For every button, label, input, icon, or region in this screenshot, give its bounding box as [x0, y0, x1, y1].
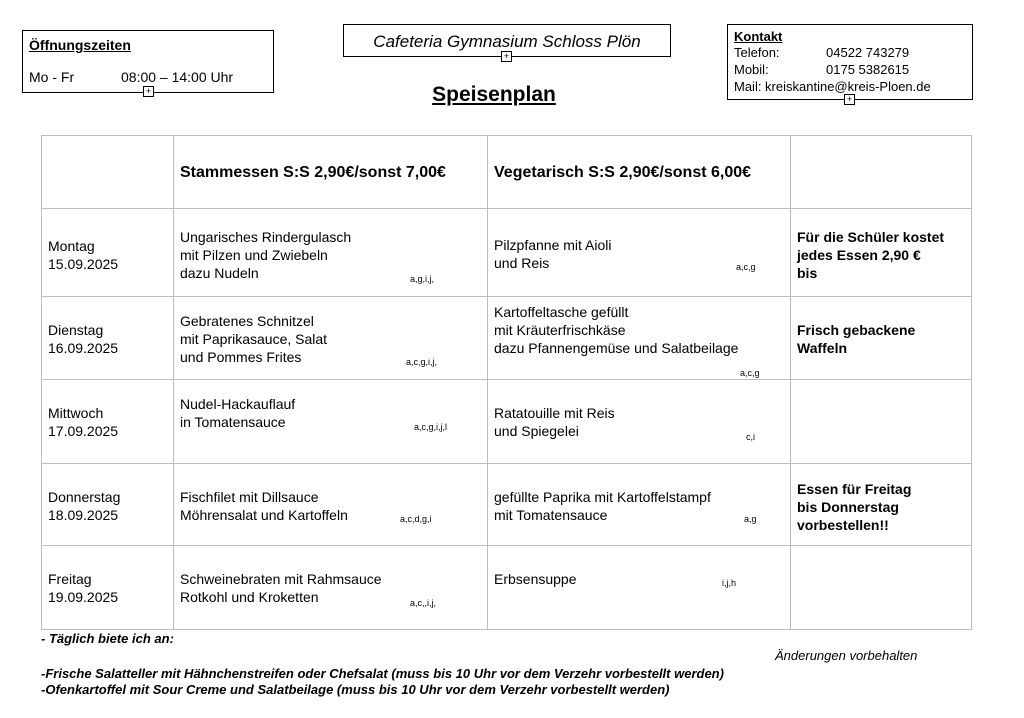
day-cell: [42, 209, 174, 297]
allergen-codes: a,c,d,g,i: [400, 514, 432, 524]
phone-label: Telefon:: [734, 45, 780, 60]
stammessen-dish: Schweinebraten mit Rahmsauce Rotkohl und Kroketten: [180, 571, 382, 605]
cafeteria-title: Cafeteria Gymnasium Schloss Plön: [373, 32, 641, 51]
stammessen-cell: [174, 380, 488, 464]
stammessen-dish: Ungarisches Rindergulasch mit Pilzen und Zwiebeln dazu Nudeln: [180, 229, 352, 281]
allergen-codes: i,j,h: [722, 578, 737, 588]
stammessen-cell: [174, 297, 488, 380]
stammessen-header-text: Stammessen S:S 2,90€/sonst 7,00€: [180, 164, 446, 181]
vegetarisch-dish: Kartoffeltasche gefüllt mit Kräuterfrischkäse dazu Pfannengemüse und Salatbeilage: [494, 304, 739, 356]
day-date: 16.09.2025: [48, 340, 119, 356]
opening-hours-box: [22, 30, 274, 93]
table-row: [42, 297, 972, 380]
stammessen-dish: Fischfilet mit Dillsauce Möhrensalat und Kartoffeln: [180, 489, 348, 523]
opening-days: Mo - Fr: [29, 69, 75, 85]
table-row: [42, 546, 972, 630]
stammessen-dish: Nudel-Hackauflauf in Tomatensauce: [180, 396, 296, 430]
day-name: Dienstag: [48, 322, 104, 338]
day-date: 18.09.2025: [48, 507, 119, 523]
allergen-codes: a,c,g,i,j,: [406, 357, 438, 367]
vegetarisch-dish: Erbsensuppe: [494, 571, 577, 587]
contact-phone-row: [734, 45, 910, 60]
allergen-codes: a,c,g,i,j,l: [414, 422, 448, 432]
day-name: Freitag: [48, 571, 92, 587]
mobile-number: 0175 5382615: [826, 62, 910, 77]
day-date: 15.09.2025: [48, 256, 119, 272]
day-name: Donnerstag: [48, 489, 121, 505]
vegetarisch-dish: Ratatouille mit Reis und Spiegelei: [494, 405, 615, 439]
note-cell: [791, 297, 972, 380]
allergen-codes: c,i: [746, 432, 755, 442]
day-cell: [42, 546, 174, 630]
allergen-codes: a,c,g: [740, 368, 760, 378]
note-text: Für die Schüler kostet jedes Essen 2,90 € bis: [797, 229, 945, 281]
note-cell: [791, 380, 972, 464]
day-name: Mittwoch: [48, 405, 104, 421]
contact-box: [727, 24, 973, 100]
textbox-anchor-icon: [501, 51, 512, 62]
day-date: 17.09.2025: [48, 423, 119, 439]
mobile-label: Mobil:: [734, 62, 769, 77]
opening-hours-title: Öffnungszeiten: [29, 37, 131, 53]
note-cell: [791, 464, 972, 546]
table-row: [42, 380, 972, 464]
note-cell: [791, 546, 972, 630]
stammessen-cell: [174, 546, 488, 630]
header-stammessen: [174, 136, 488, 209]
phone-number: 04522 743279: [826, 45, 910, 60]
vegetarisch-header-text: Vegetarisch S:S 2,90€/sonst 6,00€: [494, 164, 752, 181]
allergen-codes: a,g,i,j,: [410, 274, 435, 284]
table-row: [42, 464, 972, 546]
textbox-anchor-icon: [844, 94, 855, 105]
note-cell: [791, 209, 972, 297]
daily-offer-line: -Frische Salatteller mit Hähnchenstreifen oder Chefsalat (muss bis 10 Uhr vor dem Verzehr vorbestellt werden): [41, 666, 724, 681]
note-text: Essen für Freitag bis Donnerstag vorbestellen!!: [797, 481, 912, 533]
opening-time: 08:00 – 14:00 Uhr: [121, 69, 234, 85]
header-note-empty: [791, 136, 972, 209]
day-cell: [42, 380, 174, 464]
stammessen-cell: [174, 464, 488, 546]
note-text: Frisch gebackene Waffeln: [797, 322, 916, 356]
allergen-codes: a,g: [744, 514, 757, 524]
contact-title: Kontakt: [734, 29, 783, 44]
vegetarisch-dish: Pilzpfanne mit Aioli und Reis: [494, 237, 612, 271]
day-date: 19.09.2025: [48, 589, 119, 605]
stammessen-dish: Gebratenes Schnitzel mit Paprikasauce, Salat und Pommes Frites: [180, 313, 328, 365]
vegetarisch-cell: [488, 209, 791, 297]
contact-mail: Mail: kreiskantine@kreis-Ploen.de: [734, 79, 931, 94]
vegetarisch-dish: gefüllte Paprika mit Kartoffelstampf mit Tomatensauce: [494, 489, 711, 523]
vegetarisch-cell: [488, 380, 791, 464]
header-empty-cell: [42, 136, 174, 209]
daily-offer-title: - Täglich biete ich an:: [41, 631, 174, 646]
textbox-anchor-icon: [143, 86, 154, 97]
contact-mobile-row: [734, 62, 910, 77]
table-header-row: [42, 136, 972, 209]
stammessen-cell: [174, 209, 488, 297]
day-cell: [42, 464, 174, 546]
table-row: [42, 209, 972, 297]
allergen-codes: a,c,g: [736, 262, 756, 272]
vegetarisch-cell: [488, 297, 791, 380]
menu-table: [41, 135, 972, 630]
changes-reserved-note: Änderungen vorbehalten: [775, 648, 918, 663]
vegetarisch-cell: [488, 464, 791, 546]
page-heading: Speisenplan: [432, 83, 556, 106]
day-name: Montag: [48, 238, 95, 254]
vegetarisch-cell: [488, 546, 791, 630]
header-vegetarisch: [488, 136, 791, 209]
day-cell: [42, 297, 174, 380]
allergen-codes: a,c,,i,j,: [410, 598, 437, 608]
daily-offer-line: -Ofenkartoffel mit Sour Creme und Salatbeilage (muss bis 10 Uhr vor dem Verzehr vorbestellt werden): [41, 682, 670, 697]
